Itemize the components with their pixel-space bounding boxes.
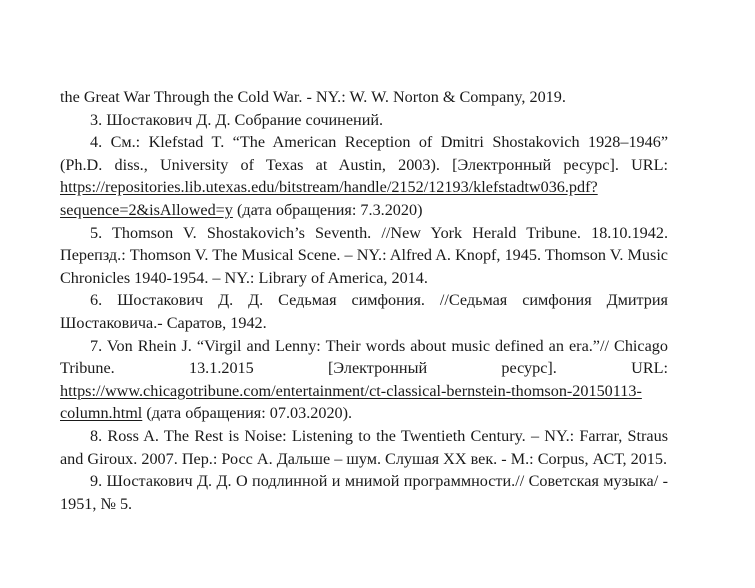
reference-item-4 <box>60 131 668 221</box>
reference-text: Ross A. The Rest is Noise: Listening to the Twentieth Century. – NY.: Farrar, Straus and Giroux. 2007. Пер.: Росс А. Дальше – шум. Слушая XX век. - М.: Corpus, АСТ, 2015. <box>60 426 669 468</box>
reference-access-date: (дата обращения: 7.3.2020) <box>232 200 423 219</box>
reference-access-date: (дата обращения: 07.03.2020). <box>142 404 353 423</box>
reference-text: Шостакович Д. Д. О подлинной и мнимой программности.// Советская музыка/ - 1951, № 5. <box>60 472 669 513</box>
reference-number: 8. <box>90 426 103 445</box>
reference-number: 4. <box>90 133 103 152</box>
reference-url-link[interactable]: https://repositories.lib.utexas.edu/bitstream/handle/2152/12193/klefstadtw036.pdf?sequence=2&isAllowed=y <box>60 178 598 219</box>
reference-item-6 <box>60 289 668 334</box>
reference-list <box>60 86 668 515</box>
reference-text: Шостакович Д. Д. Седьмая симфония. //Седьмая симфония Дмитрия Шостаковича.- Саратов, 1942. <box>60 291 669 332</box>
reference-text: Thomson V. Shostakovich’s Seventh. //New York Herald Tribune. 18.10.1942. Перепзд.: Thomson V. The Musical Scene. – NY.: Alfred A. Knopf, 1945. Thomson V. Music Chronicles 1940-1954. – NY.: Library of America, 2014. <box>60 223 668 287</box>
reference-text: См.: Klefstad T. “The American Reception of Dmitri Shostakovich 1928–1946” (Ph.D. diss., University of Texas at Austin, 2003). [Электронный ресурс]. URL: <box>60 133 669 174</box>
reference-number: 6. <box>90 291 103 310</box>
reference-number: 7. <box>90 336 103 355</box>
reference-number: 9. <box>90 472 103 491</box>
reference-item-7 <box>60 335 668 425</box>
reference-url-link[interactable]: https://www.chicagotribune.com/entertainment/ct-classical-bernstein-thomson-20150113-column.html <box>60 381 642 423</box>
reference-continuation <box>60 86 668 109</box>
reference-item-9 <box>60 470 668 515</box>
reference-text: Von Rhein J. “Virgil and Lenny: Their words about music defined an era.”// Chicago Tribune. 13.1.2015 [Электронный ресурс]. URL: <box>60 336 668 378</box>
reference-number: 3. <box>90 110 103 129</box>
reference-text: the Great War Through the Cold War. - NY.: W. W. Norton & Company, 2019. <box>60 88 566 106</box>
reference-item-8 <box>60 425 668 470</box>
reference-number: 5. <box>90 223 103 242</box>
reference-text: Шостакович Д. Д. Собрание сочинений. <box>106 110 384 129</box>
reference-item-3 <box>60 109 668 132</box>
reference-item-5 <box>60 222 668 290</box>
